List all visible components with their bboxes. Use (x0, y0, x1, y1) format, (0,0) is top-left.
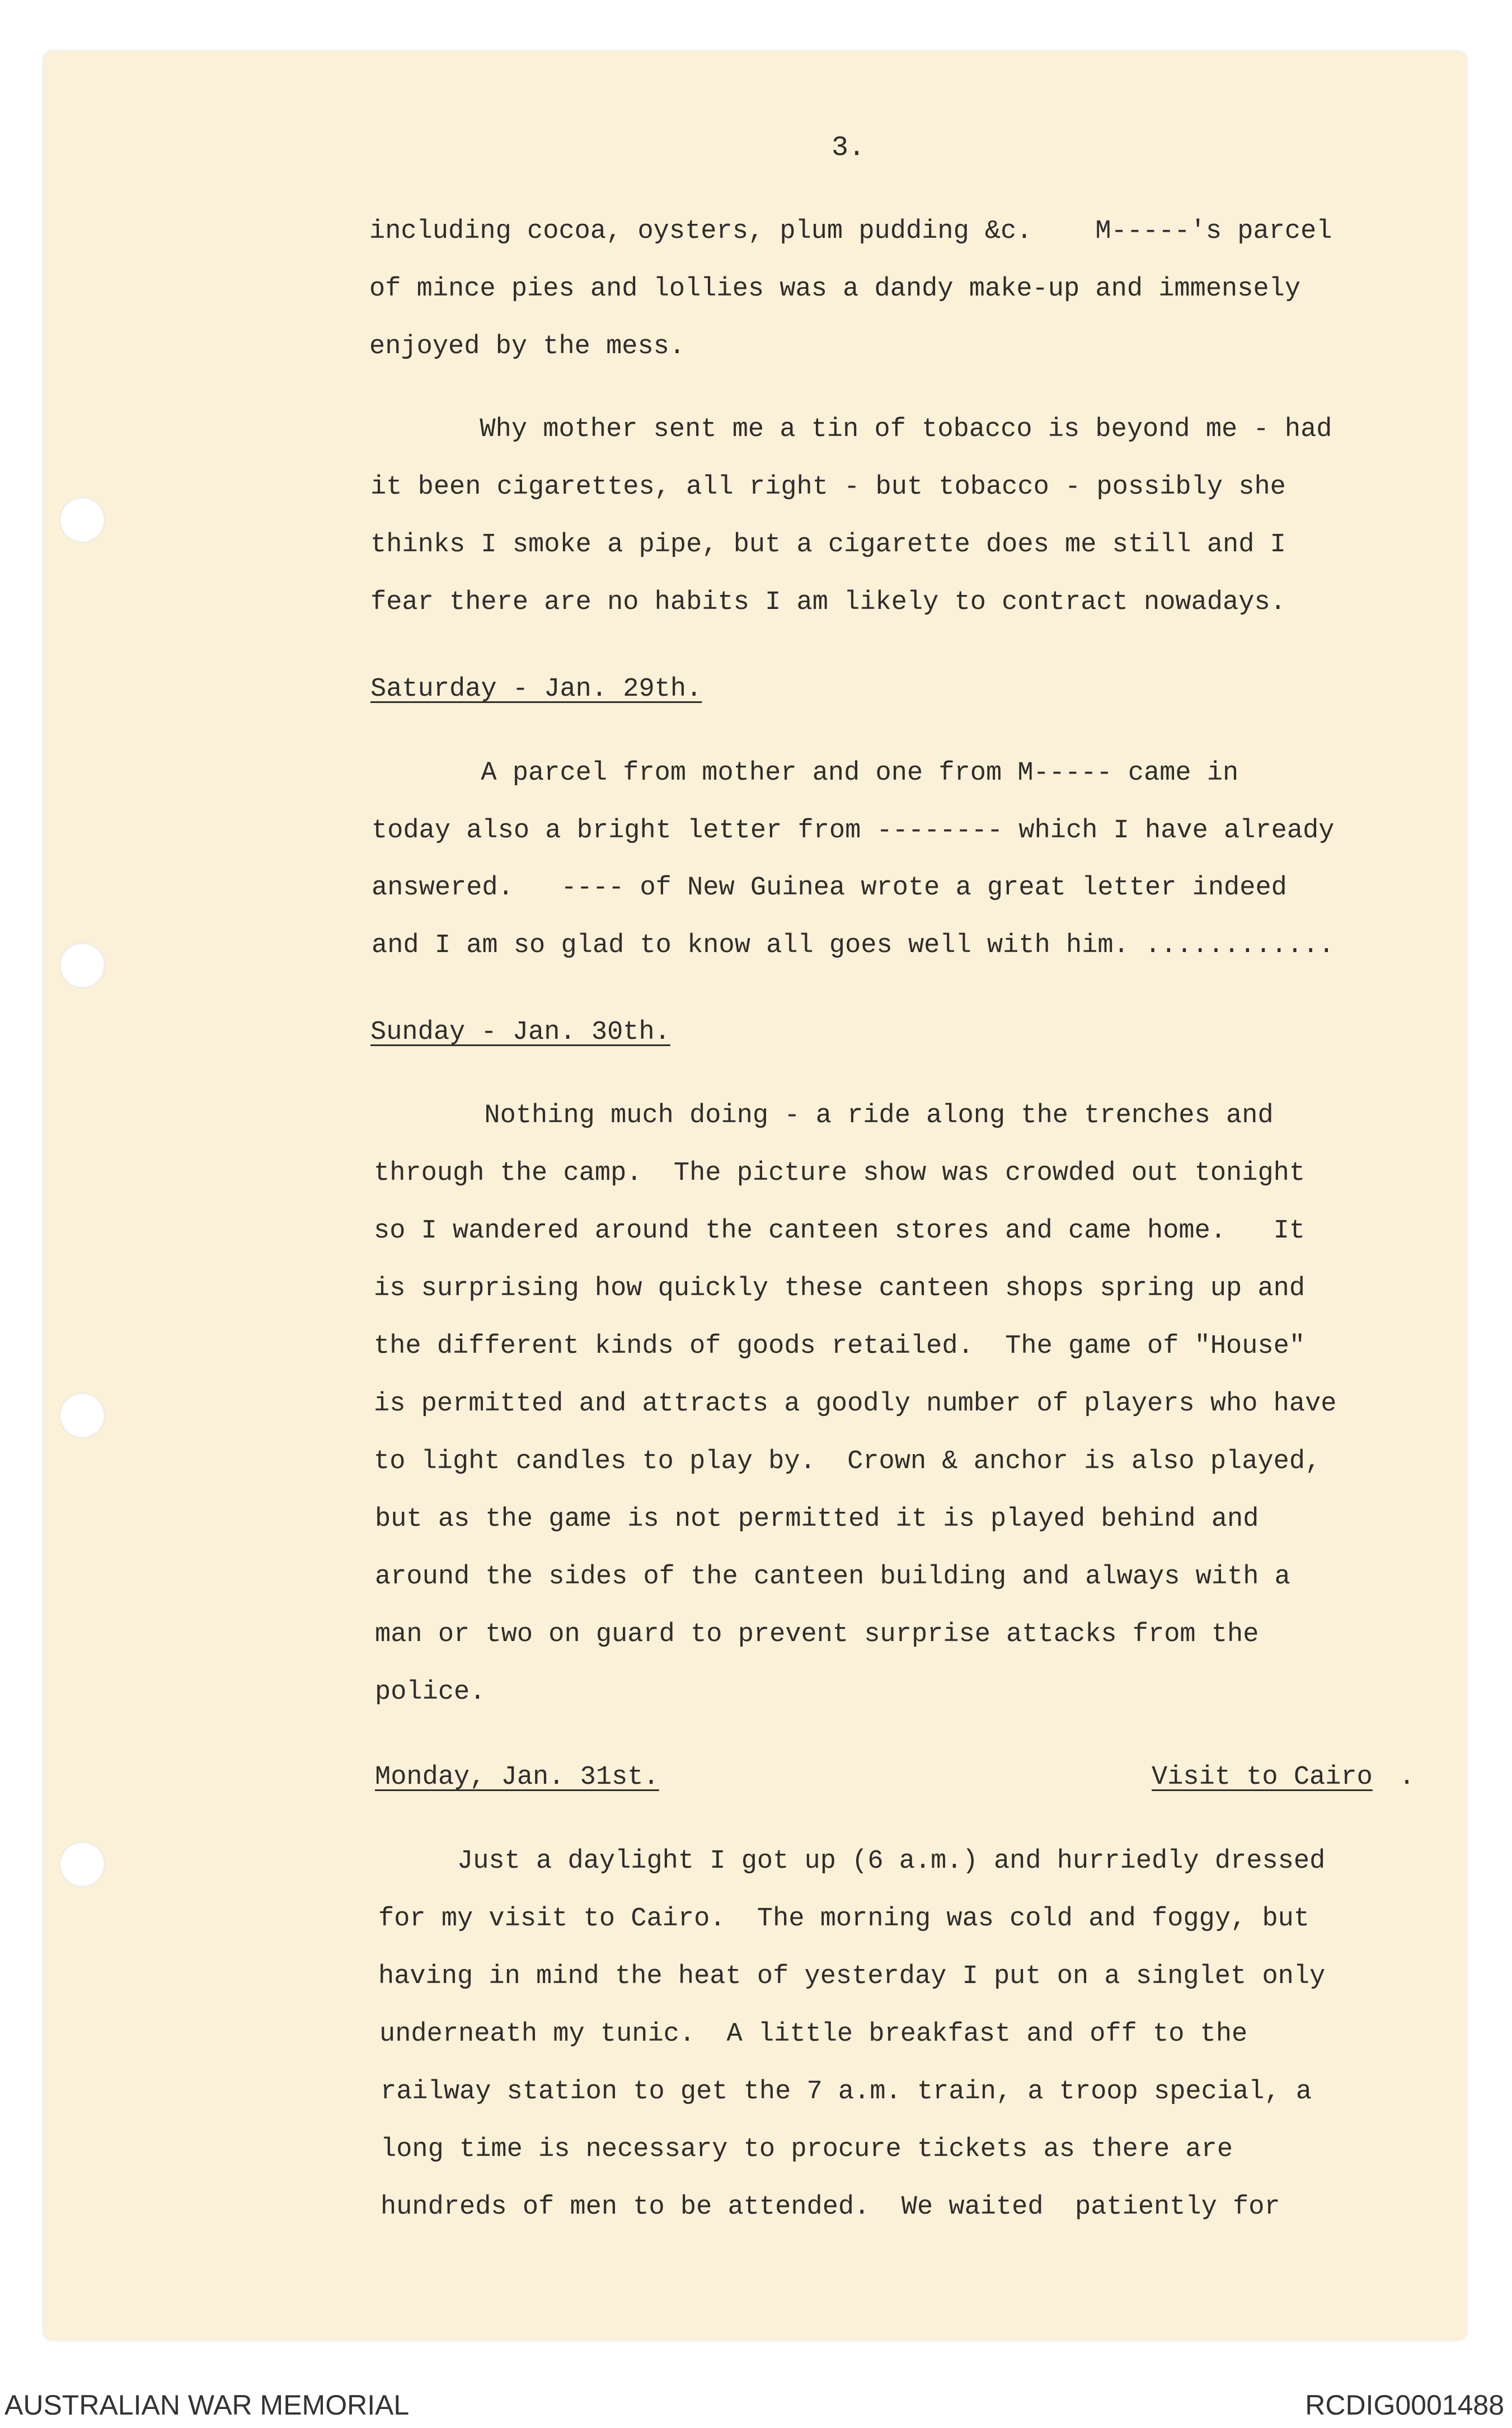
text-line: fear there are no habits I am likely to contract nowadays. (370, 588, 1286, 617)
text-line: A parcel from mother and one from M----- came in (370, 758, 1239, 788)
punch-hole (59, 1841, 105, 1887)
text-line: hundreds of men to be attended. We waited patiently for (381, 2192, 1280, 2222)
footer-institution: AUSTRALIAN WAR MEMORIAL (4, 2389, 410, 2421)
subject-period: . (1399, 1763, 1415, 1792)
text-line: to light candles to play by. Crown & anchor is also played, (374, 1447, 1321, 1477)
entry-date: Saturday - Jan. 29th. (370, 674, 702, 704)
entry-date: Monday, Jan. 31st. (375, 1763, 659, 1792)
text-line: underneath my tunic. A little breakfast and off to the (379, 2019, 1248, 2049)
text-line: today also a bright letter from -------- which I have already (372, 816, 1335, 846)
text-line: for my visit to Cairo. The morning was cold and foggy, but (378, 1904, 1310, 1934)
punch-hole (59, 943, 105, 988)
entry-subject: Visit to Cairo (1152, 1763, 1373, 1792)
text-line: thinks I smoke a pipe, but a cigarette does me still and I (370, 530, 1286, 560)
text-line: having in mind the heat of yesterday I put on a singlet only (378, 1962, 1326, 1991)
text-line: through the camp. The picture show was crowded out tonight (374, 1159, 1306, 1188)
document-page (44, 51, 1466, 2340)
text-line: Why mother sent me a tin of tobacco is beyond me - had (369, 415, 1332, 444)
text-line: man or two on guard to prevent surprise attacks from the (375, 1620, 1259, 1649)
footer-document-id: RCDIG0001488 (1305, 2389, 1504, 2421)
text-line: and I am so glad to know all goes well with him. ............ (372, 931, 1335, 960)
punch-hole (59, 1393, 105, 1438)
text-line: including cocoa, oysters, plum pudding &c. M-----'s parcel (369, 217, 1332, 246)
text-line: enjoyed by the mess. (369, 332, 685, 362)
text-line: the different kinds of goods retailed. The game of "House" (374, 1332, 1306, 1361)
text-line: long time is necessary to procure tickets as there are (381, 2135, 1233, 2164)
punch-hole (59, 497, 105, 543)
text-line: answered. ---- of New Guinea wrote a great letter indeed (372, 873, 1287, 903)
text-line: is surprising how quickly these canteen shops spring up and (374, 1274, 1306, 1304)
text-line: of mince pies and lollies was a dandy make-up and immensely (369, 274, 1301, 304)
text-line: police. (375, 1677, 486, 1707)
text-line: but as the game is not permitted it is played behind and (375, 1504, 1259, 1534)
text-line: is permitted and attracts a goodly number of players who have (374, 1389, 1337, 1419)
text-line: Just a daylight I got up (6 a.m.) and hurriedly dressed (378, 1846, 1326, 1876)
text-line: so I wandered around the canteen stores and came home. It (374, 1216, 1306, 1246)
text-line: it been cigarettes, all right - but tobacco - possibly she (370, 472, 1286, 502)
page-number: 3. (832, 132, 866, 164)
text-line: railway station to get the 7 a.m. train, a troop special, a (381, 2077, 1312, 2107)
text-line: Nothing much doing - a ride along the trenches and (374, 1101, 1274, 1131)
entry-date: Sunday - Jan. 30th. (370, 1018, 670, 1047)
text-line: around the sides of the canteen building and always with a (375, 1562, 1290, 1592)
